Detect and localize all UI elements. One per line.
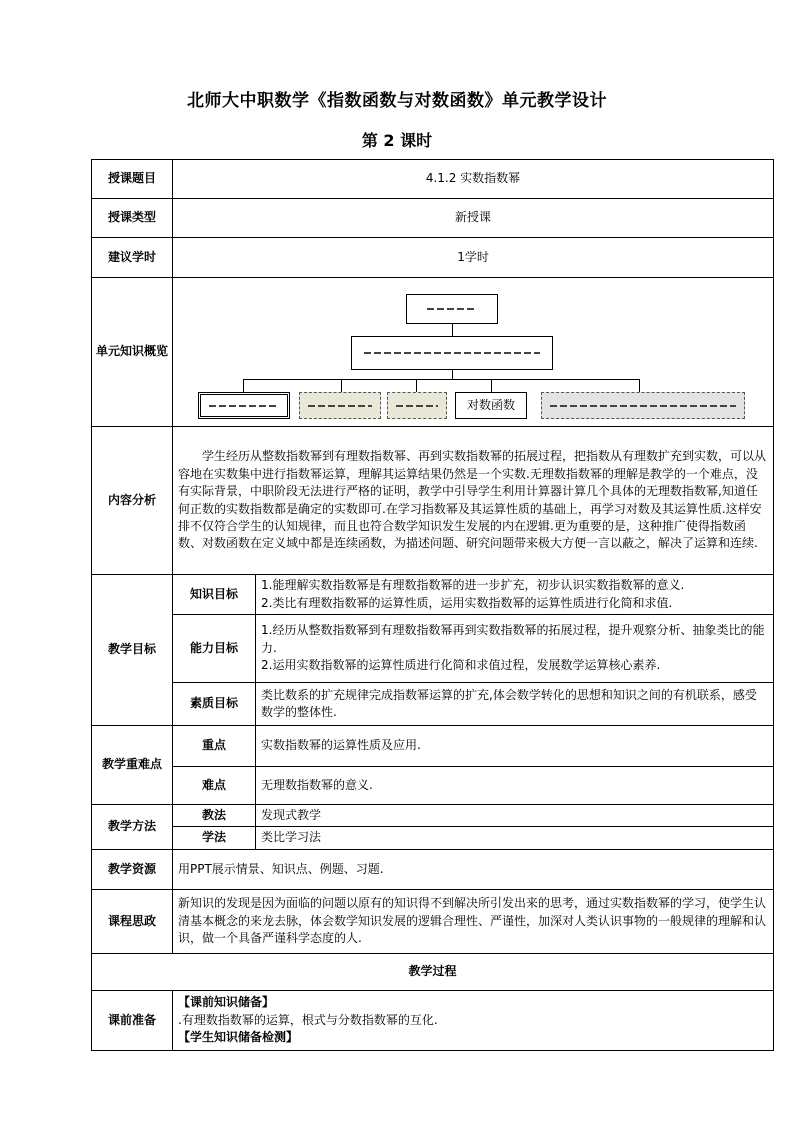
row-goals-knowledge <box>92 575 774 615</box>
value-prep <box>173 990 774 1050</box>
label-difficult: 难点 <box>173 767 256 805</box>
row-analysis <box>92 427 774 575</box>
label-methods: 教学方法 <box>92 805 173 850</box>
row-method-learn <box>92 827 774 849</box>
diagram-box-text <box>550 405 736 407</box>
label-type: 授课类型 <box>92 199 173 238</box>
row-method-teach <box>92 805 774 827</box>
diagram-root-text <box>427 308 477 310</box>
row-resources <box>92 849 774 889</box>
document-subtitle: 第 2 课时 <box>361 131 433 150</box>
label-overview: 单元知识概览 <box>92 278 173 427</box>
row-difficult <box>92 767 774 805</box>
ability-goal-line: 2.运用实数指数幂的运算性质进行化简和求值过程，发展数学运算核心素养. <box>261 658 661 673</box>
diagram-root-box <box>406 294 498 324</box>
diagram-box-2 <box>299 392 381 419</box>
lesson-plan-table <box>91 159 774 1051</box>
value-hours: 1学时 <box>173 238 774 278</box>
label-hours: 建议学时 <box>92 238 173 278</box>
ability-goal-line: 1.经历从整数指数幂到有理数指数幂再到实数指数幂的拓展过程，提升观察分析、抽象类比的能力. <box>261 623 765 655</box>
knowledge-goal-line: 2.类比有理数指数幂的运算性质，运用实数指数幂的运算性质进行化简和求值. <box>261 595 673 610</box>
diagram-level2-text <box>364 352 540 354</box>
value-learn-method: 类比学习法 <box>256 827 774 849</box>
row-prep <box>92 990 774 1050</box>
document-title: 北师大中职数学《指数函数与对数函数》单元教学设计 <box>187 91 607 111</box>
row-topic <box>92 160 774 199</box>
prep-heading-knowledge: 【课前知识储备】 <box>178 995 275 1010</box>
diagram-box-text <box>209 405 279 407</box>
row-goals-quality <box>92 683 774 726</box>
diagram-box-log-function: 对数函数 <box>455 392 527 419</box>
row-hours <box>92 238 774 278</box>
diagram-connector <box>341 379 342 392</box>
diagram-box-3 <box>387 392 447 419</box>
label-analysis: 内容分析 <box>92 427 173 575</box>
value-reflection: 新知识的发现是因为面临的问题以原有的知识得不到解决所引发出来的思考，通过实数指数幂的学习，使学生认清基本概念的来龙去脉，体会数学知识发展的逻辑合理性、严谨性，加深对人类认识事物的一般规律的理解和认识，做一个具备严谨科学态度的人. <box>173 889 774 953</box>
label-key: 重点 <box>173 726 256 767</box>
value-resources: 用PPT展示情景、知识点、例题、习题. <box>173 849 774 889</box>
diagram-connector <box>243 379 244 392</box>
label-knowledge-goal: 知识目标 <box>173 575 256 615</box>
value-knowledge-goal <box>256 575 774 615</box>
label-resources: 教学资源 <box>92 849 173 889</box>
overview-diagram-cell <box>173 278 774 427</box>
label-goals: 教学目标 <box>92 575 173 726</box>
row-process <box>92 953 774 990</box>
value-teach-method: 发现式教学 <box>256 805 774 827</box>
prep-heading-check: 【学生知识储备检测】 <box>178 1029 299 1044</box>
value-analysis: 学生经历从整数指数幂到有理数指数幂、再到实数指数幂的拓展过程，把指数从有理数扩充到实数，可以从容地在实数集中进行指数幂运算，理解其运算结果仍然是一个实数.无理数指数幂的理解是教学的一个难点，没有实际背景，中职阶段无法进行严格的证明，教学中引导学生利用计算器计算几个具体的无理数指数幂,知道任何正数的实数指数都是确定的实数即可.在学习指数幂及其运算性质的基础上，再学习对数及其运算性质.这样安排不仅符合学生的认知规律，而且也符合数学知识发生发展的内在逻辑.更为重要的是，这种推广使得指数函数、对数函数在定义域中都是连续函数，为描述问题、研究问题带来极大方便一言以蔽之，解决了运算和连续. <box>173 427 774 575</box>
knowledge-goal-line: 1.能理解实数指数幂是有理数指数幂的进一步扩充，初步认识实数指数幂的意义. <box>261 578 685 593</box>
value-type: 新授课 <box>173 199 774 238</box>
diagram-connector <box>416 379 417 392</box>
label-reflection: 课程思政 <box>92 889 173 953</box>
row-goals-ability <box>92 615 774 683</box>
value-quality-goal: 类比数系的扩充规律完成指数幂运算的扩充,体会数学转化的思想和知识之间的有机联系，感受数学的整体性. <box>256 683 774 726</box>
value-topic: 4.1.2 实数指数幂 <box>173 160 774 199</box>
row-type <box>92 199 774 238</box>
label-keypoints: 教学重难点 <box>92 726 173 805</box>
label-teach-method: 教法 <box>173 805 256 827</box>
row-reflection <box>92 889 774 953</box>
diagram-box-text <box>396 405 438 407</box>
diagram-connector <box>452 324 453 336</box>
label-topic: 授课题目 <box>92 160 173 199</box>
diagram-box-current-lesson <box>198 392 290 419</box>
value-difficult: 无理数指数幂的意义. <box>256 767 774 805</box>
prep-line: .有理数指数幂的运算，根式与分数指数幂的互化. <box>178 1012 438 1027</box>
value-ability-goal <box>256 615 774 683</box>
row-keypoint <box>92 726 774 767</box>
diagram-branch-bar <box>243 379 639 380</box>
knowledge-diagram <box>173 278 773 426</box>
diagram-connector <box>491 379 492 392</box>
diagram-box-text <box>308 405 372 407</box>
label-quality-goal: 素质目标 <box>173 683 256 726</box>
diagram-level2-box <box>351 336 553 370</box>
label-learn-method: 学法 <box>173 827 256 849</box>
diagram-box-5 <box>541 392 745 419</box>
label-prep: 课前准备 <box>92 990 173 1050</box>
label-ability-goal: 能力目标 <box>173 615 256 683</box>
label-process: 教学过程 <box>92 953 774 990</box>
value-key: 实数指数幂的运算性质及应用. <box>256 726 774 767</box>
diagram-connector <box>639 379 640 392</box>
row-overview <box>92 278 774 427</box>
